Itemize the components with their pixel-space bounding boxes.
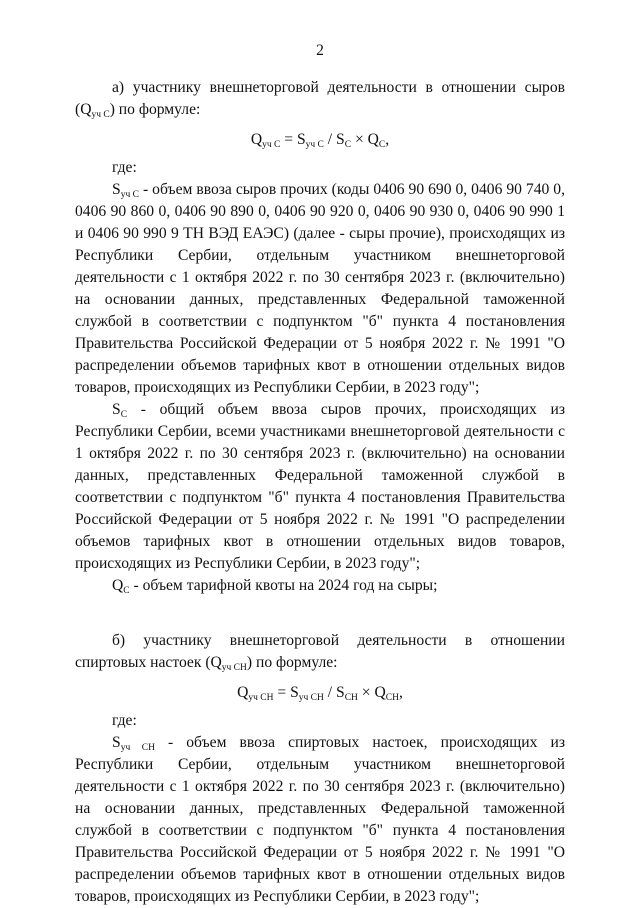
- document-body: [75, 77, 565, 908]
- section-a-where: где:: [112, 159, 137, 176]
- section-b-where: где:: [112, 712, 137, 729]
- section-a-intro: а) участнику внешнеторговой деятельности в отношении сыров $(Q_{уч С})$ по формуле:: [75, 79, 565, 120]
- section-a-definition-q-c: $Q_С$ - объем тарифной квоты на 2024 год на сыры;: [112, 577, 438, 596]
- section-a-definition-s-c: $S_С$ - общий объем ввоза сыров прочих, происходящих из Республики Сербии, всеми участниками внешнеторговой деятельности с 1 октября 2022 г. по 30 сентября 2023 г. (включительно) на основании данных, представленных Федеральной таможенной службой в соответствии с подпунктом "б" пункта 4 постановления Правительства Российской Федерации от 5 ноября 2022 г. № 1991 "О распределении объемов тарифных квот в отношении отдельных видов товаров, происходящих из Республики Сербии, в 2023 году";: [75, 401, 565, 572]
- page-number: 2: [316, 42, 324, 59]
- section-b-intro: б) участнику внешнеторговой деятельности в отношении спиртовых настоек $(Q_{уч СН})$ по формуле:: [75, 632, 565, 673]
- section-a-formula: $Q_{уч С} = S_{уч С} / S_С \times Q_С$,: [250, 131, 390, 150]
- section-a-definition-s-uch-c: $S_{уч С}$ - объем ввоза сыров прочих (коды 0406 90 690 0, 0406 90 740 0, 0406 90 860 0, 0406 90 890 0, 0406 90 920 0, 0406 90 930 0, 0406 90 990 1 и 0406 90 990 9 ТН ВЭД ЕАЭС) (далее - сыры прочие), происходящих из Республики Сербии, отдельным участником внешнеторговой деятельности с 1 октября 2022 г. по 30 сентября 2023 г. (включительно) на основании данных, представленных Федеральной таможенной службой в соответствии с подпунктом "б" пункта 4 постановления Правительства Российской Федерации от 5 ноября 2022 г. № 1991 "О распределении объемов тарифных квот в отношении отдельных видов товаров, происходящих из Республики Сербии, в 2023 году";: [75, 181, 565, 396]
- section-b-formula: $Q_{уч СН} = S_{уч СН} / S_{СН} \times Q_{СН}$,: [237, 684, 403, 703]
- section-b-definition-s-uch-ch: $S_{уч СН}$ - объем ввоза спиртовых настоек, происходящих из Республики Сербии, отдельным участником внешнеторговой деятельности с 1 октября 2022 г. по 30 сентября 2023 г. (включительно) на основании данных, представленных Федеральной таможенной службой в соответствии с подпунктом "б" пункта 4 постановления Правительства Российской Федерации от 5 ноября 2022 г. № 1991 "О распределении объемов тарифных квот в отношении отдельных видов товаров, происходящих из Республики Сербии, в 2023 году";: [75, 734, 565, 905]
- section-gap: [75, 597, 565, 630]
